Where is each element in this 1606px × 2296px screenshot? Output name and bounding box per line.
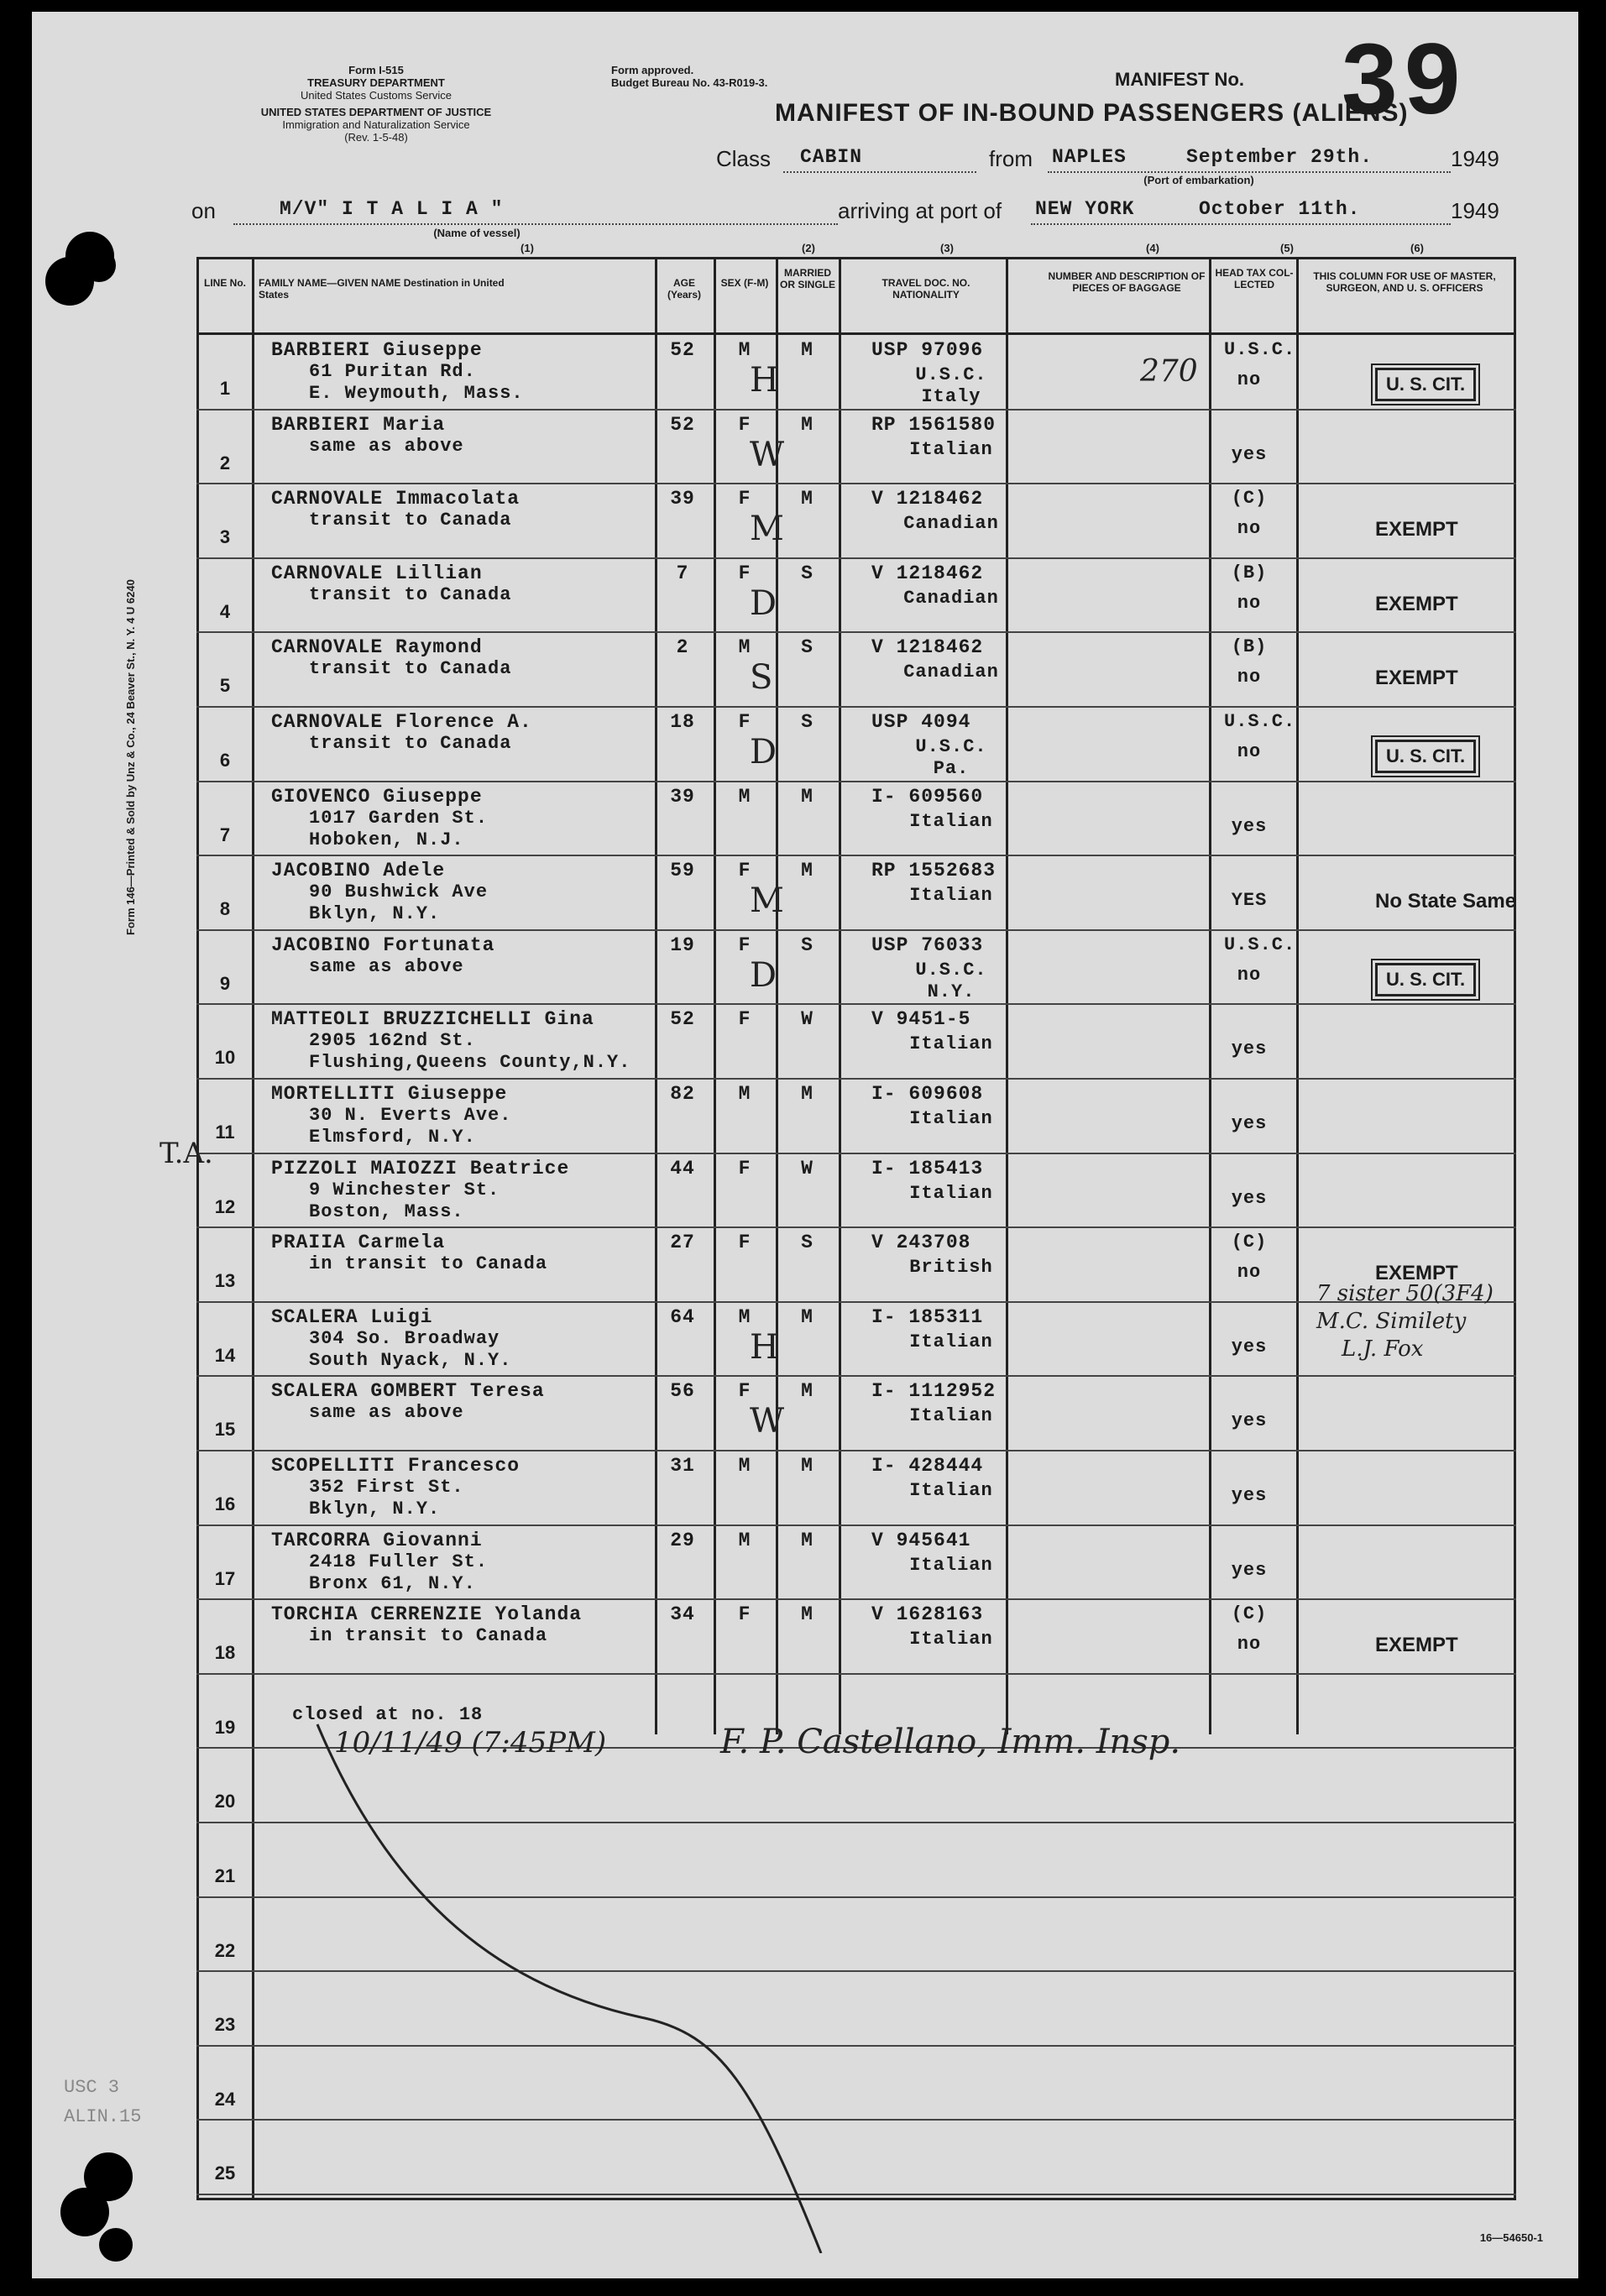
- row-divider: [196, 557, 1516, 559]
- line-number: 19: [214, 1717, 236, 1738]
- line-number: 25: [214, 2163, 236, 2184]
- destination-line-1: transit to Canada: [309, 733, 512, 754]
- head-tax: YES: [1231, 890, 1268, 911]
- line-number: 17: [214, 1568, 236, 1589]
- passenger-name: BARBIERI Giuseppe: [271, 339, 483, 361]
- age: 52: [670, 414, 695, 436]
- destination-line-1: 1017 Garden St.: [309, 808, 489, 829]
- col-num-6: (6): [1410, 242, 1424, 254]
- destination-line-1: 2418 Fuller St.: [309, 1551, 489, 1572]
- travel-doc: I- 185311: [871, 1306, 984, 1328]
- destination-line-1: 304 So. Broadway: [309, 1328, 500, 1349]
- nationality: Italian: [909, 885, 993, 906]
- col-num-1: (1): [521, 242, 534, 254]
- customs-service: United States Customs Service: [301, 89, 452, 102]
- age: 19: [670, 934, 695, 956]
- travel-doc: V 1628163: [871, 1603, 984, 1625]
- baggage: 270: [1140, 354, 1198, 389]
- age: 2: [676, 636, 689, 658]
- sex: M: [738, 636, 751, 658]
- destination-line-1: 9 Winchester St.: [309, 1179, 500, 1200]
- embark-port: NAPLES: [1052, 146, 1127, 168]
- head-tax: no: [1237, 1634, 1262, 1655]
- col-header-officers: THIS COLUMN FOR USE OF MASTER, SURGEON, AND U. S. OFFICERS: [1313, 270, 1496, 294]
- nationality-2: Pa.: [933, 758, 970, 779]
- sex: F: [738, 414, 751, 436]
- form-number: Form I-515: [348, 64, 404, 76]
- nationality-2: N.Y.: [927, 981, 976, 1002]
- us-citizen-stamp: U. S. CIT.: [1375, 368, 1476, 401]
- nationality: Italian: [909, 439, 993, 460]
- col-num-3: (3): [940, 242, 954, 254]
- passenger-name: SCOPELLITI Francesco: [271, 1455, 521, 1477]
- line-number: 4: [219, 601, 231, 622]
- marital-status: S: [801, 636, 813, 658]
- head-tax-mark: U.S.C.: [1224, 934, 1296, 955]
- destination-line-2: South Nyack, N.Y.: [309, 1350, 512, 1371]
- footer-code: 16—54650-1: [1479, 2231, 1543, 2244]
- sex: F: [738, 1008, 751, 1030]
- nationality: Italian: [909, 1629, 993, 1650]
- destination-line-2: Boston, Mass.: [309, 1201, 464, 1222]
- nationality: Italian: [909, 1555, 993, 1576]
- line-number: 10: [214, 1047, 236, 1068]
- row-divider: [196, 1078, 1516, 1080]
- line-number: 1: [219, 378, 231, 399]
- sex: F: [738, 1380, 751, 1402]
- line-number: 5: [219, 675, 231, 696]
- age: 59: [670, 860, 695, 881]
- nationality: Italian: [909, 1480, 993, 1501]
- margin-stamp-alin: ALIN.15: [64, 2106, 142, 2127]
- punch-hole: [99, 2228, 133, 2262]
- passenger-name: PIZZOLI MAIOZZI Beatrice: [271, 1158, 570, 1179]
- revision: (Rev. 1-5-48): [344, 131, 408, 144]
- class-value: CABIN: [800, 146, 863, 168]
- closed-note: closed at no. 18: [292, 1704, 484, 1725]
- us-citizen-stamp: U. S. CIT.: [1375, 740, 1476, 773]
- head-tax-mark: U.S.C.: [1224, 339, 1296, 360]
- head-tax: yes: [1231, 1336, 1268, 1357]
- nationality: British: [909, 1257, 993, 1278]
- travel-doc: I- 1112952: [871, 1380, 997, 1402]
- destination-line-1: transit to Canada: [309, 658, 512, 679]
- nationality: U.S.C.: [915, 364, 987, 385]
- sex: F: [738, 1603, 751, 1625]
- travel-doc: V 1218462: [871, 562, 984, 584]
- marital-status: S: [801, 711, 813, 733]
- nationality-2: Italy: [921, 386, 981, 407]
- age: 39: [670, 786, 695, 808]
- margin-stamp-usc: USC 3: [64, 2077, 120, 2098]
- line-number: 15: [214, 1419, 236, 1440]
- destination-line-1: 352 First St.: [309, 1477, 464, 1498]
- col-header-sex: SEX (F-M): [720, 277, 769, 289]
- from-label: from: [989, 146, 1033, 171]
- row-divider: [196, 1598, 1516, 1600]
- age: 31: [670, 1455, 695, 1477]
- manifest-number: 39: [1342, 23, 1467, 135]
- port-note: (Port of embarkation): [1143, 174, 1254, 186]
- row-divider: [196, 1525, 1516, 1526]
- margin-ta: T.A.: [160, 1137, 213, 1170]
- destination-line-2: Elmsford, N.Y.: [309, 1127, 476, 1148]
- annotation-13-b: M.C. Similety: [1316, 1309, 1467, 1334]
- passenger-name: TORCHIA CERRENZIE Yolanda: [271, 1603, 583, 1625]
- officer-note: EXEMPT: [1375, 593, 1458, 615]
- row-divider: [196, 631, 1516, 633]
- handwritten-code: M: [750, 881, 784, 920]
- row-divider: [196, 483, 1516, 484]
- destination-line-2: Bronx 61, N.Y.: [309, 1573, 476, 1594]
- departure-date: September 29th.: [1186, 146, 1373, 168]
- marital-status: M: [801, 1455, 813, 1477]
- travel-doc: USP 97096: [871, 339, 984, 361]
- destination-line-1: 2905 162nd St.: [309, 1030, 476, 1051]
- row-divider: [196, 855, 1516, 856]
- age: 39: [670, 488, 695, 510]
- passenger-name: MORTELLITI Giuseppe: [271, 1083, 508, 1105]
- arrival-port: NEW YORK: [1035, 198, 1135, 220]
- sex: F: [738, 1158, 751, 1179]
- line-number: 9: [219, 973, 231, 994]
- destination-line-1: in transit to Canada: [309, 1625, 548, 1646]
- passenger-name: MATTEOLI BRUZZICHELLI Gina: [271, 1008, 594, 1030]
- destination-line-1: same as above: [309, 956, 464, 977]
- side-print: Form 146—Printed & Sold by Unz & Co., 24 Beaver St., N. Y. 4 U 6240: [124, 579, 137, 935]
- passenger-name: BARBIERI Maria: [271, 414, 446, 436]
- marital-status: M: [801, 1083, 813, 1105]
- passenger-name: TARCORRA Giovanni: [271, 1530, 483, 1551]
- handwritten-code: H: [750, 361, 779, 400]
- officer-note: No State Same: [1375, 890, 1517, 913]
- marital-status: M: [801, 488, 813, 510]
- sex: M: [738, 1083, 751, 1105]
- class-label: Class: [716, 146, 772, 171]
- head-tax-mark: (C): [1231, 488, 1268, 509]
- manifest-title: MANIFEST OF IN-BOUND PASSENGERS (ALIENS): [775, 99, 1409, 127]
- form-approved: Form approved.: [611, 64, 694, 76]
- head-tax: yes: [1231, 1485, 1268, 1506]
- handwritten-code: H: [750, 1328, 779, 1367]
- inspector-signature: F. P. Castellano, Imm. Insp.: [720, 1723, 1181, 1761]
- line-number: 7: [219, 824, 231, 845]
- destination-line-1: 61 Puritan Rd.: [309, 361, 476, 382]
- justice-dept: UNITED STATES DEPARTMENT OF JUSTICE: [260, 106, 492, 118]
- head-tax: no: [1237, 1262, 1262, 1283]
- head-tax: no: [1237, 965, 1262, 986]
- handwritten-code: D: [750, 584, 777, 623]
- age: 52: [670, 339, 695, 361]
- travel-doc: V 243708: [871, 1232, 971, 1253]
- handwritten-code: W: [750, 1402, 785, 1441]
- head-tax-mark: U.S.C.: [1224, 711, 1296, 732]
- passenger-name: CARNOVALE Immacolata: [271, 488, 521, 510]
- head-tax: yes: [1231, 1038, 1268, 1059]
- marital-status: M: [801, 414, 813, 436]
- destination-line-2: Hoboken, N.J.: [309, 829, 464, 850]
- sex: F: [738, 562, 751, 584]
- row-divider: [196, 1375, 1516, 1377]
- sex: F: [738, 711, 751, 733]
- age: 7: [676, 562, 689, 584]
- travel-doc: I- 609608: [871, 1083, 984, 1105]
- arrival-date: October 11th.: [1199, 198, 1361, 220]
- travel-doc: V 1218462: [871, 488, 984, 510]
- destination-line-2: Flushing,Queens County,N.Y.: [309, 1052, 631, 1073]
- ins-service: Immigration and Naturalization Service: [282, 118, 470, 131]
- head-tax: no: [1237, 518, 1262, 539]
- line-number: 22: [214, 1940, 236, 1961]
- passenger-name: PRAIIA Carmela: [271, 1232, 446, 1253]
- age: 82: [670, 1083, 695, 1105]
- travel-doc: RP 1561580: [871, 414, 997, 436]
- head-tax: no: [1237, 593, 1262, 614]
- head-tax: yes: [1231, 1113, 1268, 1134]
- destination-line-2: Bklyn, N.Y.: [309, 1498, 441, 1519]
- line-number: 12: [214, 1196, 236, 1217]
- manifest-label: MANIFEST No.: [1115, 69, 1244, 90]
- nationality: U.S.C.: [915, 736, 987, 757]
- line-number: 20: [214, 1791, 236, 1812]
- line-number: 8: [219, 898, 231, 919]
- marital-status: M: [801, 1306, 813, 1328]
- col-num-2: (2): [802, 242, 815, 254]
- nationality: U.S.C.: [915, 960, 987, 981]
- marital-status: W: [801, 1008, 813, 1030]
- row-divider: [196, 1226, 1516, 1228]
- row-divider: [196, 929, 1516, 931]
- marital-status: M: [801, 786, 813, 808]
- line-number: 6: [219, 750, 231, 771]
- head-tax-mark: (B): [1231, 562, 1268, 583]
- head-tax: no: [1237, 667, 1262, 688]
- nationality: Italian: [909, 1108, 993, 1129]
- destination-line-1: transit to Canada: [309, 584, 512, 605]
- head-tax: yes: [1231, 1410, 1268, 1431]
- age: 64: [670, 1306, 695, 1328]
- passenger-name: CARNOVALE Lillian: [271, 562, 483, 584]
- annotation-13-a: 7 sister 50(3F4): [1316, 1281, 1494, 1306]
- age: 56: [670, 1380, 695, 1402]
- destination-line-2: Bklyn, N.Y.: [309, 903, 441, 924]
- travel-doc: V 1218462: [871, 636, 984, 658]
- row-divider: [196, 409, 1516, 411]
- sex: F: [738, 934, 751, 956]
- line-number: 23: [214, 2014, 236, 2035]
- destination-line-2: E. Weymouth, Mass.: [309, 383, 524, 404]
- sex: M: [738, 339, 751, 361]
- line-number: 13: [214, 1270, 236, 1291]
- row-divider: [196, 1003, 1516, 1005]
- handwritten-code: D: [750, 956, 777, 995]
- passenger-name: SCALERA GOMBERT Teresa: [271, 1380, 545, 1402]
- marital-status: M: [801, 1380, 813, 1402]
- col-num-4: (4): [1146, 242, 1159, 254]
- punch-hole: [60, 2188, 109, 2236]
- us-citizen-stamp: U. S. CIT.: [1375, 963, 1476, 996]
- marital-status: M: [801, 860, 813, 881]
- marital-status: S: [801, 562, 813, 584]
- nationality: Canadian: [903, 588, 999, 609]
- col-header-headtax: HEAD TAX COL-LECTED: [1215, 267, 1294, 290]
- row-divider: [196, 706, 1516, 708]
- travel-doc: RP 1552683: [871, 860, 997, 881]
- col-header-line: LINE No.: [204, 277, 246, 289]
- col-num-5: (5): [1280, 242, 1294, 254]
- officer-note: EXEMPT: [1375, 1634, 1458, 1656]
- handwritten-code: M: [750, 510, 784, 548]
- officer-note: EXEMPT: [1375, 667, 1458, 689]
- arrival-year: 1949: [1451, 198, 1499, 223]
- head-tax-mark: (C): [1231, 1232, 1268, 1253]
- head-tax: yes: [1231, 1560, 1268, 1581]
- travel-doc: I- 428444: [871, 1455, 984, 1477]
- nationality: Italian: [909, 811, 993, 832]
- manifest-page: [32, 12, 1578, 2278]
- sex: M: [738, 1455, 751, 1477]
- closing-datetime: 10/11/49 (7:45PM): [334, 1726, 607, 1760]
- col-header-baggage: NUMBER AND DESCRIPTION OF PIECES OF BAGGAGE: [1048, 270, 1206, 294]
- passenger-name: SCALERA Luigi: [271, 1306, 433, 1328]
- line-number: 3: [219, 526, 231, 547]
- annotation-13-c: L.J. Fox: [1342, 1336, 1424, 1362]
- sex: F: [738, 1232, 751, 1253]
- officer-note: EXEMPT: [1375, 1262, 1458, 1284]
- travel-doc: USP 76033: [871, 934, 984, 956]
- marital-status: S: [801, 1232, 813, 1253]
- line-number: 21: [214, 1865, 236, 1886]
- handwritten-code: S: [750, 658, 773, 697]
- nationality: Italian: [909, 1331, 993, 1352]
- line-number: 24: [214, 2089, 236, 2110]
- age: 29: [670, 1530, 695, 1551]
- nationality: Italian: [909, 1405, 993, 1426]
- on-label: on: [191, 198, 216, 223]
- destination-line-1: same as above: [309, 436, 464, 457]
- sex: M: [738, 1530, 751, 1551]
- head-tax: yes: [1231, 444, 1268, 465]
- destination-line-1: in transit to Canada: [309, 1253, 548, 1274]
- head-tax: no: [1237, 741, 1262, 762]
- marital-status: S: [801, 934, 813, 956]
- travel-doc: I- 609560: [871, 786, 984, 808]
- departure-year: 1949: [1451, 146, 1499, 171]
- head-tax: yes: [1231, 1188, 1268, 1209]
- treasury-dept: TREASURY DEPARTMENT: [307, 76, 445, 89]
- col-header-married: MARRIED OR SINGLE: [779, 267, 835, 290]
- nationality: Canadian: [903, 513, 999, 534]
- nationality: Italian: [909, 1183, 993, 1204]
- travel-doc: V 9451-5: [871, 1008, 971, 1030]
- officer-note: EXEMPT: [1375, 518, 1458, 541]
- passenger-name: CARNOVALE Raymond: [271, 636, 483, 658]
- line-number: 11: [215, 1122, 235, 1143]
- arriving-label: arriving at port of: [838, 198, 1002, 223]
- passenger-name: GIOVENCO Giuseppe: [271, 786, 483, 808]
- passenger-name: JACOBINO Adele: [271, 860, 446, 881]
- passenger-name: JACOBINO Fortunata: [271, 934, 495, 956]
- destination-line-1: same as above: [309, 1402, 464, 1423]
- age: 18: [670, 711, 695, 733]
- col-header-travel: TRAVEL DOC. NO. NATIONALITY: [881, 277, 970, 301]
- head-tax-mark: (C): [1231, 1603, 1268, 1624]
- line-number: 2: [219, 452, 231, 473]
- row-divider: [196, 1673, 1516, 1675]
- head-tax-mark: (B): [1231, 636, 1268, 657]
- marital-status: M: [801, 339, 813, 361]
- marital-status: M: [801, 1530, 813, 1551]
- age: 34: [670, 1603, 695, 1625]
- sex: M: [738, 786, 751, 808]
- passenger-name: CARNOVALE Florence A.: [271, 711, 532, 733]
- nationality: Italian: [909, 1033, 993, 1054]
- age: 52: [670, 1008, 695, 1030]
- head-tax: no: [1237, 369, 1262, 390]
- travel-doc: USP 4094: [871, 711, 971, 733]
- row-divider: [196, 1153, 1516, 1154]
- destination-line-1: transit to Canada: [309, 510, 512, 531]
- travel-doc: V 945641: [871, 1530, 971, 1551]
- head-tax: yes: [1231, 816, 1268, 837]
- destination-line-1: 30 N. Everts Ave.: [309, 1105, 512, 1126]
- col-header-name: FAMILY NAME—GIVEN NAME Destination in United States: [259, 277, 505, 301]
- vessel-note: (Name of vessel): [433, 227, 521, 239]
- marital-status: M: [801, 1603, 813, 1625]
- budget-bureau: Budget Bureau No. 43-R019-3.: [611, 76, 768, 89]
- sex: F: [738, 860, 751, 881]
- marital-status: W: [801, 1158, 813, 1179]
- sex: F: [738, 488, 751, 510]
- nationality: Canadian: [903, 662, 999, 683]
- handwritten-code: D: [750, 733, 777, 771]
- line-number: 16: [214, 1493, 236, 1514]
- sex: M: [738, 1306, 751, 1328]
- destination-line-1: 90 Bushwick Ave: [309, 881, 489, 902]
- punch-hole: [82, 248, 116, 282]
- handwritten-code: W: [750, 436, 785, 474]
- closing-curve: [284, 1716, 1039, 2253]
- col-header-age: AGE (Years): [667, 277, 702, 301]
- line-number: 14: [214, 1345, 236, 1366]
- age: 27: [670, 1232, 695, 1253]
- travel-doc: I- 185413: [871, 1158, 984, 1179]
- vessel-name: M/V" I T A L I A ": [280, 198, 504, 220]
- row-divider: [196, 1450, 1516, 1451]
- row-divider: [196, 781, 1516, 782]
- line-number: 18: [214, 1642, 236, 1663]
- age: 44: [670, 1158, 695, 1179]
